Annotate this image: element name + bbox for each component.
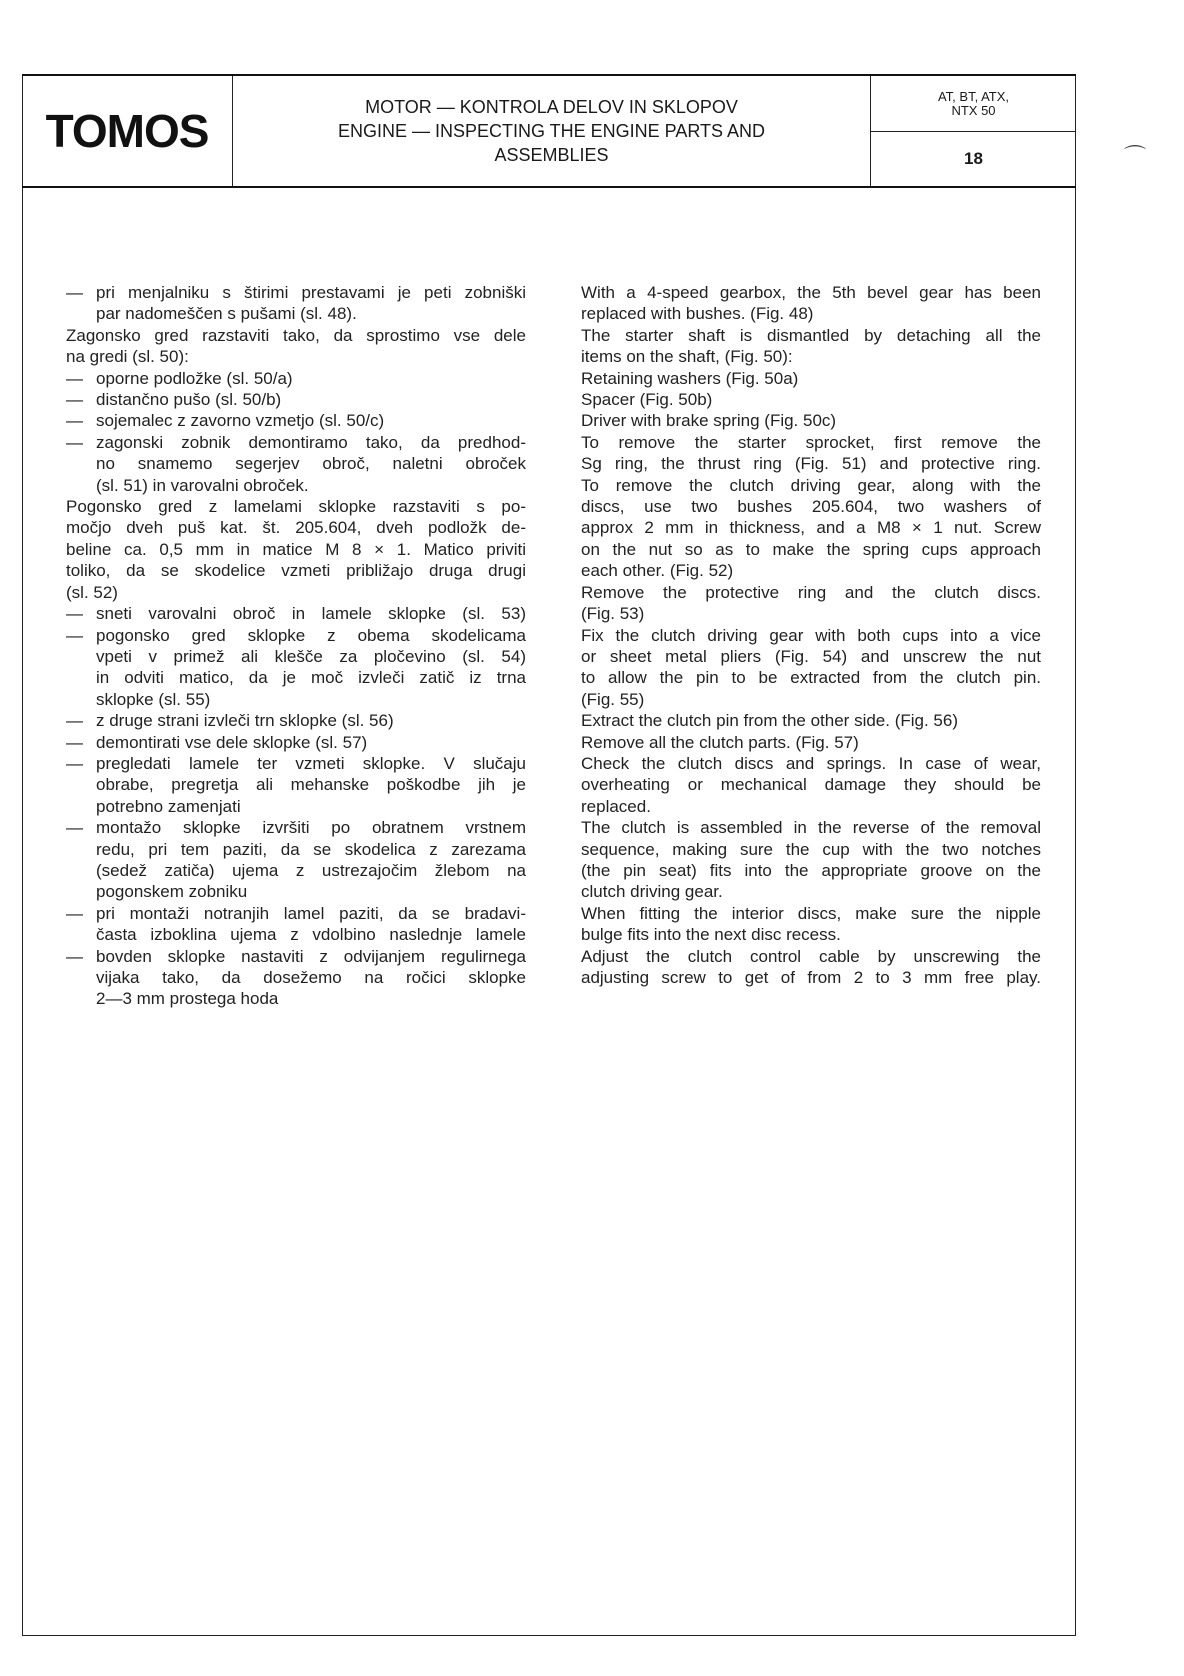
line-text: Remove the protective ring and the clutch discs. — [581, 582, 1041, 602]
line-text: replaced with bushes. (Fig. 48) — [581, 304, 814, 324]
line-text: (the pin seat) fits into the appropriate groove on the — [581, 860, 1041, 880]
text-line — [66, 924, 526, 945]
line-text: vpeti v primež ali klešče za pločevino (sl. 54) — [96, 646, 526, 666]
text-line — [66, 817, 526, 838]
text-line — [581, 368, 1041, 389]
line-text: adjusting screw to get of from 2 to 3 mm free play. — [581, 968, 1041, 987]
text-line — [581, 496, 1041, 517]
text-line — [581, 689, 1041, 710]
dash-bullet: — — [66, 753, 83, 773]
line-text: Zagonsko gred razstaviti tako, da sprostimo vse dele — [66, 325, 526, 345]
models-line: AT, BT, ATX, — [937, 88, 1010, 104]
page-number: 18 — [964, 149, 983, 168]
text-line — [581, 732, 1041, 753]
text-line — [581, 389, 1041, 410]
brand-logo: TOMOS — [45, 105, 209, 157]
text-line — [581, 924, 1041, 945]
text-line — [581, 539, 1041, 560]
text-line — [66, 517, 526, 538]
line-text: Extract the clutch pin from the other side. (Fig. 56) — [581, 711, 958, 731]
dash-bullet: — — [66, 818, 83, 838]
text-line — [581, 903, 1041, 924]
english-column — [581, 282, 1041, 988]
dash-bullet: — — [66, 625, 83, 645]
text-line — [581, 410, 1041, 431]
text-line — [66, 625, 526, 646]
line-text: Fix the clutch driving gear with both cups into a vice — [581, 625, 1041, 645]
text-line — [581, 774, 1041, 795]
line-text: or sheet metal pliers (Fig. 54) and unscrew the nut — [581, 646, 1041, 666]
text-line — [581, 860, 1041, 881]
text-line — [66, 946, 526, 967]
text-line — [581, 817, 1041, 838]
line-text: Spacer (Fig. 50b) — [581, 390, 713, 410]
text-line — [581, 582, 1041, 603]
line-text: vijaka tako, da dosežemo na ročici sklopke — [96, 968, 526, 987]
line-text: pri menjalniku s štirimi prestavami je peti zobniški — [96, 283, 526, 302]
text-line — [581, 560, 1041, 581]
document-header — [22, 74, 1076, 188]
text-line — [581, 753, 1041, 774]
line-text: toliko, da se skodelice vzmeti približajo druga drugi — [66, 561, 526, 581]
text-line — [581, 303, 1041, 324]
text-line — [66, 646, 526, 667]
text-line — [66, 689, 526, 710]
text-line — [66, 582, 526, 603]
text-line — [66, 710, 526, 731]
slovenian-column — [66, 282, 526, 1010]
text-line — [581, 646, 1041, 667]
text-line — [66, 732, 526, 753]
line-text: no snamemo segerjev obroč, naletni obroček — [96, 454, 526, 474]
text-line — [66, 432, 526, 453]
dash-bullet: — — [66, 604, 83, 624]
text-line — [66, 903, 526, 924]
line-text: pogonsko gred sklopke z obema skodelicama — [96, 625, 526, 645]
text-line — [581, 710, 1041, 731]
line-text: in odviti matico, da je moč izvleči zatič iz trna — [96, 668, 526, 688]
line-text: Check the clutch discs and springs. In case of wear, — [581, 753, 1041, 773]
text-line — [66, 346, 526, 367]
line-text: montažo sklopke izvršiti po obratnem vrstnem — [96, 818, 526, 838]
line-text: clutch driving gear. — [581, 882, 723, 902]
models-line: NTX 50 — [951, 102, 996, 118]
text-line — [581, 946, 1041, 967]
line-text: obrabe, pregretja ali mehanske poškodbe jih je — [96, 775, 526, 795]
line-text: (sl. 51) in varovalni obroček. — [96, 475, 309, 495]
text-line — [66, 967, 526, 988]
line-text: z druge strani izvleči trn sklopke (sl. 56) — [96, 711, 394, 731]
text-line — [581, 432, 1041, 453]
line-text: par nadomeščen s pušami (sl. 48). — [96, 304, 357, 324]
line-text: distančno pušo (sl. 50/b) — [96, 390, 282, 410]
text-line — [66, 282, 526, 303]
line-text: Adjust the clutch control cable by unscrewing the — [581, 946, 1041, 966]
model-list — [871, 76, 1076, 132]
line-text: na gredi (sl. 50): — [66, 347, 189, 367]
text-line — [581, 282, 1041, 303]
line-text: sneti varovalni obroč in lamele sklopke (sl. 53) — [96, 604, 526, 624]
line-text: replaced. — [581, 796, 651, 816]
text-line — [581, 839, 1041, 860]
dash-bullet: — — [66, 946, 83, 966]
title-line: MOTOR — KONTROLA DELOV IN SKLOPOV — [365, 97, 738, 117]
line-text: Sg ring, the thrust ring (Fig. 51) and protective ring. — [581, 454, 1041, 474]
line-text: Pogonsko gred z lamelami sklopke razstaviti s po- — [66, 497, 526, 517]
text-line — [66, 475, 526, 496]
line-text: overheating or mechanical damage they should be — [581, 775, 1041, 795]
text-line — [66, 753, 526, 774]
line-text: Retaining washers (Fig. 50a) — [581, 368, 799, 388]
line-text: oporne podložke (sl. 50/a) — [96, 368, 293, 388]
line-text: The clutch is assembled in the reverse of the removal — [581, 818, 1041, 838]
text-line — [66, 496, 526, 517]
text-line — [581, 603, 1041, 624]
line-text: on the nut so as to make the spring cups approach — [581, 539, 1041, 559]
line-text: each other. (Fig. 52) — [581, 561, 734, 581]
text-line — [66, 988, 526, 1009]
text-line — [66, 560, 526, 581]
brand-cell — [22, 76, 233, 186]
text-line — [581, 667, 1041, 688]
line-text: (sl. 52) — [66, 582, 118, 602]
line-text: bovden sklopke nastaviti z odvijanjem regulirnega — [96, 946, 526, 966]
line-text: The starter shaft is dismantled by detaching all the — [581, 325, 1041, 345]
text-line — [581, 325, 1041, 346]
title-line: ENGINE — INSPECTING THE ENGINE PARTS AND — [337, 121, 766, 141]
line-text: redu, pri tem paziti, da se skodelica z zarezama — [96, 839, 526, 859]
dash-bullet: — — [66, 432, 83, 452]
text-line — [66, 860, 526, 881]
text-line — [66, 325, 526, 346]
text-line — [581, 475, 1041, 496]
line-text: To remove the clutch driving gear, along with the — [581, 475, 1041, 495]
line-text: pregledati lamele ter vzmeti sklopke. V slučaju — [96, 753, 526, 773]
line-text: potrebno zamenjati — [96, 796, 241, 816]
line-text: to allow the pin to be extracted from the clutch pin. — [581, 668, 1041, 688]
text-line — [66, 667, 526, 688]
dash-bullet: — — [66, 368, 83, 388]
dash-bullet: — — [66, 711, 83, 731]
line-text: To remove the starter sprocket, first remove the — [581, 432, 1041, 452]
line-text: pri montaži notranjih lamel paziti, da se bradavi- — [96, 903, 526, 923]
text-line — [66, 603, 526, 624]
text-line — [66, 410, 526, 431]
line-text: sklopke (sl. 55) — [96, 689, 211, 709]
text-line — [66, 839, 526, 860]
line-text: (Fig. 55) — [581, 689, 645, 709]
dash-bullet: — — [66, 732, 83, 752]
line-text: pogonskem zobniku — [96, 882, 248, 902]
line-text: discs, use two bushes 205.604, two washers of — [581, 497, 1041, 517]
text-line — [581, 881, 1041, 902]
line-text: items on the shaft, (Fig. 50): — [581, 347, 793, 367]
dash-bullet: — — [66, 390, 83, 410]
line-text: When fitting the interior discs, make sure the nipple — [581, 903, 1041, 923]
text-line — [66, 389, 526, 410]
text-line — [66, 774, 526, 795]
line-text: močjo dveh puš kat. št. 205.604, dveh podložk de- — [66, 518, 526, 538]
line-text: demontirati vse dele sklopke (sl. 57) — [96, 732, 368, 752]
dash-bullet: — — [66, 903, 83, 923]
text-line — [581, 453, 1041, 474]
text-line — [66, 881, 526, 902]
dash-bullet: — — [66, 283, 83, 302]
line-text: 2—3 mm prostega hoda — [96, 989, 279, 1009]
line-text: sojemalec z zavorno vzmetjo (sl. 50/c) — [96, 411, 385, 431]
line-text: Driver with brake spring (Fig. 50c) — [581, 411, 837, 431]
text-line — [66, 453, 526, 474]
margin-mark: ⌒ — [1123, 144, 1146, 169]
text-line — [66, 539, 526, 560]
line-text: (Fig. 53) — [581, 604, 645, 624]
text-line — [581, 796, 1041, 817]
line-text: sequence, making sure the cup with the two notches — [581, 839, 1041, 859]
line-text: beline ca. 0,5 mm in matice M 8 × 1. Matico priviti — [66, 539, 526, 559]
line-text: bulge fits into the next disc recess. — [581, 925, 841, 945]
text-line — [66, 368, 526, 389]
dash-bullet: — — [66, 411, 83, 431]
line-text: zagonski zobnik demontiramo tako, da predhod- — [96, 432, 526, 452]
line-text: approx 2 mm in thickness, and a M8 × 1 nut. Screw — [581, 518, 1041, 538]
line-text: časta izboklina ujema z vdolbino naslednje lamele — [96, 925, 526, 945]
text-line — [66, 796, 526, 817]
title-line: ASSEMBLIES — [494, 145, 609, 165]
title-cell — [233, 76, 871, 186]
line-text: (sedež zatiča) ujema z ustrezajočim žlebom na — [96, 860, 526, 880]
line-text: With a 4-speed gearbox, the 5th bevel gear has been — [581, 283, 1041, 302]
text-line — [581, 346, 1041, 367]
text-line — [581, 967, 1041, 988]
text-line — [581, 517, 1041, 538]
model-cell — [871, 76, 1076, 186]
line-text: Remove all the clutch parts. (Fig. 57) — [581, 732, 859, 752]
text-line — [581, 625, 1041, 646]
text-line — [66, 303, 526, 324]
